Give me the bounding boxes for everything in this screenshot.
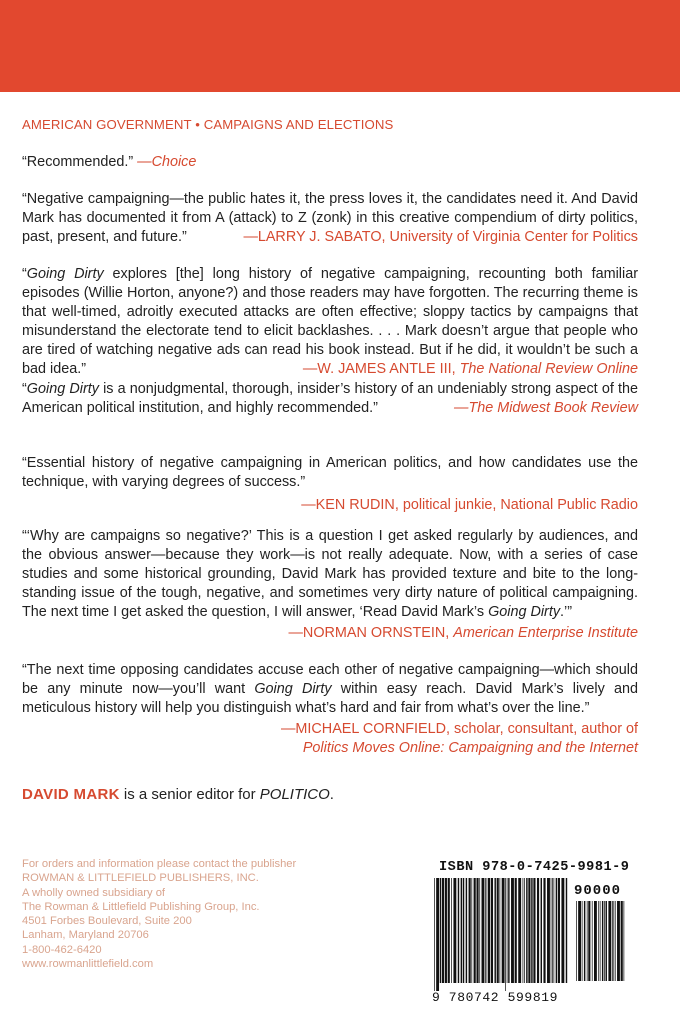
addon-barcode xyxy=(574,901,636,989)
barcode-bar xyxy=(558,878,560,983)
barcode-bar xyxy=(543,878,545,983)
isbn-text: ISBN 978-0-7425-9981-9 xyxy=(439,860,630,875)
quote-text: “Essential history of negative campaigning in American politics, and how candidates use the technique, with varying degrees of success.” xyxy=(22,455,638,490)
barcode-bar xyxy=(561,878,564,983)
review-quote-ornstein xyxy=(22,527,638,643)
barcode-bar xyxy=(541,878,542,983)
barcode-bar xyxy=(474,878,476,983)
barcode-bar xyxy=(523,878,524,983)
quote-text: “‘Why are campaigns so negative?’ This is a question I get asked regularly by audiences, and the obvious answer—because they work—is not really adequate. Now, with a series of case studies and some historical grounding, David Mark has provided texture and bite to the long-standing issue of the tough, negative, and sometimes very dirty nature of political campaigning. The next time I get asked the question, I will answer, ‘Read David Mark’s xyxy=(22,528,638,620)
author-name: DAVID MARK xyxy=(22,786,120,803)
barcode-bar xyxy=(469,878,471,983)
publisher-line: The Rowman & Littlefield Publishing Group, Inc. xyxy=(22,900,260,913)
barcode-bar xyxy=(551,878,552,983)
barcode-bar xyxy=(594,901,597,981)
barcode-bar xyxy=(604,901,605,981)
price-code-text: 90000 xyxy=(574,883,622,899)
barcode-bar xyxy=(617,901,620,981)
barcode-bar xyxy=(588,901,590,981)
quote-source: —NORMAN ORNSTEIN, xyxy=(288,625,454,641)
barcode-bar xyxy=(511,878,514,983)
barcode-bar xyxy=(482,878,485,983)
quote-source: —W. JAMES ANTLE III, xyxy=(302,361,460,377)
barcode-bar xyxy=(476,878,478,983)
top-color-band xyxy=(0,0,680,92)
book-title: Going Dirty xyxy=(26,381,99,397)
barcode-bar xyxy=(471,878,472,983)
barcode-bar xyxy=(453,878,456,983)
barcode-bar xyxy=(436,878,439,991)
category-heading: AMERICAN GOVERNMENT • CAMPAIGNS AND ELECTIONS xyxy=(22,117,394,132)
book-title: Going Dirty xyxy=(26,266,104,282)
barcode-bar xyxy=(537,878,539,983)
publisher-line: 1-800-462-6420 xyxy=(22,943,102,956)
barcode-bar xyxy=(533,878,535,983)
barcode-bar xyxy=(598,901,599,981)
quote-publication: The National Review Online xyxy=(459,361,638,377)
barcode-bar xyxy=(587,901,588,981)
review-quote-cornfield xyxy=(22,661,638,758)
barcode-bar xyxy=(584,901,585,981)
barcode-bar xyxy=(582,901,583,981)
barcode-panel xyxy=(424,856,643,1009)
barcode-bar xyxy=(526,878,527,983)
author-publication: POLITICO xyxy=(259,786,330,803)
barcode-bar xyxy=(507,878,508,983)
barcode-bar xyxy=(554,878,555,983)
quote-publication: Politics Moves Online: Campaigning and the Internet xyxy=(302,740,638,756)
quote-source: —Choice xyxy=(137,154,197,170)
barcode-bar xyxy=(556,878,557,983)
barcode-bar xyxy=(552,878,553,983)
quote-text: “The next time opposing candidates accuse each other of negative campaigning—which should be any minute now—you’ll want xyxy=(22,662,638,697)
barcode-bar xyxy=(494,878,495,983)
barcode-bar xyxy=(615,901,616,981)
publisher-line: 4501 Forbes Boulevard, Suite 200 xyxy=(22,915,192,928)
barcode-bar xyxy=(445,878,447,983)
barcode-bar xyxy=(621,901,623,981)
barcode-bar xyxy=(592,901,593,981)
barcode-bar xyxy=(613,901,614,981)
barcode-bar xyxy=(576,901,577,981)
publisher-line: A wholly owned subsidiary of xyxy=(22,886,166,899)
barcode-bar xyxy=(479,878,480,983)
quote-text: explores [the] long history of negative campaigning, recounting both familiar episodes (Willie Horton, anyone?) and those readers may have forgotten. The recurring theme is that well-timed, adroitly executed attacks are often effective; sloppy tactics by campaigns that misunderstand the electorate tend to elicit backlashes. . . . Mark doesn’t argue that people who are tired of watching negative ads can read his book instead. But if he did, it wouldn’t be such a bad idea.” xyxy=(22,266,638,377)
author-bio xyxy=(22,786,334,803)
ean-digits: 9 780742 599819 xyxy=(432,990,559,1005)
barcode-bar xyxy=(451,878,452,983)
publisher-line: For orders and information please contact the publisher xyxy=(22,858,297,870)
barcode-bar xyxy=(485,878,486,983)
barcode-bar xyxy=(487,878,488,983)
barcode-bar xyxy=(440,878,441,983)
barcode-bar xyxy=(606,901,607,981)
barcode-bar xyxy=(466,878,467,983)
quote-text: is a nonjudgmental, thorough, insider’s history of an undeniably strong aspect of the American political institution, and highly recommended.” xyxy=(22,381,638,416)
barcode-bar xyxy=(566,878,567,983)
quote-source: —The Midwest Book Review xyxy=(454,400,638,416)
barcode-bar xyxy=(488,878,490,983)
publisher-line: ROWMAN & LITTLEFIELD PUBLISHERS, INC. xyxy=(22,872,259,885)
publisher-info xyxy=(22,857,296,971)
quote-source: —MICHAEL CORNFIELD, scholar, consultant, author of xyxy=(281,721,638,737)
quote-text: “Recommended.” xyxy=(22,154,134,170)
barcode-bar xyxy=(515,878,517,983)
ean-barcode xyxy=(432,878,570,991)
barcode-bar xyxy=(524,878,525,983)
barcode-bar xyxy=(500,878,501,983)
barcode-bar xyxy=(502,878,505,983)
barcode-bar xyxy=(518,878,521,983)
barcode-bar xyxy=(508,878,509,983)
book-title: Going Dirty xyxy=(254,681,332,697)
quote-text-end: .’” xyxy=(560,604,573,620)
review-quote-sabato xyxy=(22,190,638,247)
barcode-bar xyxy=(463,878,464,983)
barcode-bar xyxy=(491,878,493,983)
review-quote-choice xyxy=(22,153,638,172)
book-title: Going Dirty xyxy=(488,604,561,620)
quote-source: —LARRY J. SABATO, University of Virginia Center for Politics xyxy=(243,229,638,245)
review-quote-rudin xyxy=(22,454,638,515)
barcode-bar xyxy=(602,901,603,981)
barcode-bar xyxy=(612,901,613,981)
barcode-bar xyxy=(600,901,601,981)
review-quote-antle: “Going Dirty explores [the] long history of negative campaigning, recounting both familiar episodes (Willie Horton, anyone?) and those readers may have forgotten. The recurring theme is that well-timed, adroitly executed attacks are often effective; sloppy tactics by campaigns that misunderstand the electorate tend to elicit backlashes. . . . Mark doesn’t argue that people who are tired of watching negative ads can read his book instead. But if he did, it wouldn’t be such a bad idea.” —W. JAMES ANTLE III, The National Review Online xyxy=(22,266,638,377)
publisher-line: Lanham, Maryland 20706 xyxy=(22,929,149,942)
author-bio-end: . xyxy=(329,786,334,803)
quote-text-end: within easy reach. David Mark’s lively and meticulous history will help you distinguish what’s hard and fair from what’s over the line.” xyxy=(22,681,638,716)
barcode-bar xyxy=(458,878,459,983)
barcode-bar xyxy=(531,878,532,983)
barcode-bar xyxy=(624,901,625,981)
barcode-bar xyxy=(497,878,499,983)
review-quote-midwest: “Going Dirty is a nonjudgmental, thorough, insider’s history of an undeniably strong aspect of the American political institution, and highly recommended.” —The Midwest Book Review xyxy=(22,381,638,416)
quote-text: “Negative campaigning—the public hates it, the press loves it, the candidates need it. And David Mark has documented it from A (attack) to Z (zonk) in this creative compendium of dirty politics, past, present, and future.” xyxy=(22,191,638,245)
barcode-bar xyxy=(434,878,435,991)
barcode-bar xyxy=(461,878,462,983)
barcode-bar xyxy=(505,878,506,991)
quote-source: —KEN RUDIN, political junkie, National Public Radio xyxy=(301,497,638,513)
publisher-url: www.rowmanlittlefield.com xyxy=(22,958,154,971)
barcode-bar xyxy=(578,901,581,981)
barcode-bar xyxy=(442,878,444,983)
barcode-bar xyxy=(608,901,611,981)
barcode-bar xyxy=(547,878,550,983)
barcode-bar xyxy=(448,878,450,983)
quote-publication: American Enterprise Institute xyxy=(453,625,638,641)
barcode-bar xyxy=(528,878,530,983)
author-bio-text: is a senior editor for xyxy=(119,786,260,803)
